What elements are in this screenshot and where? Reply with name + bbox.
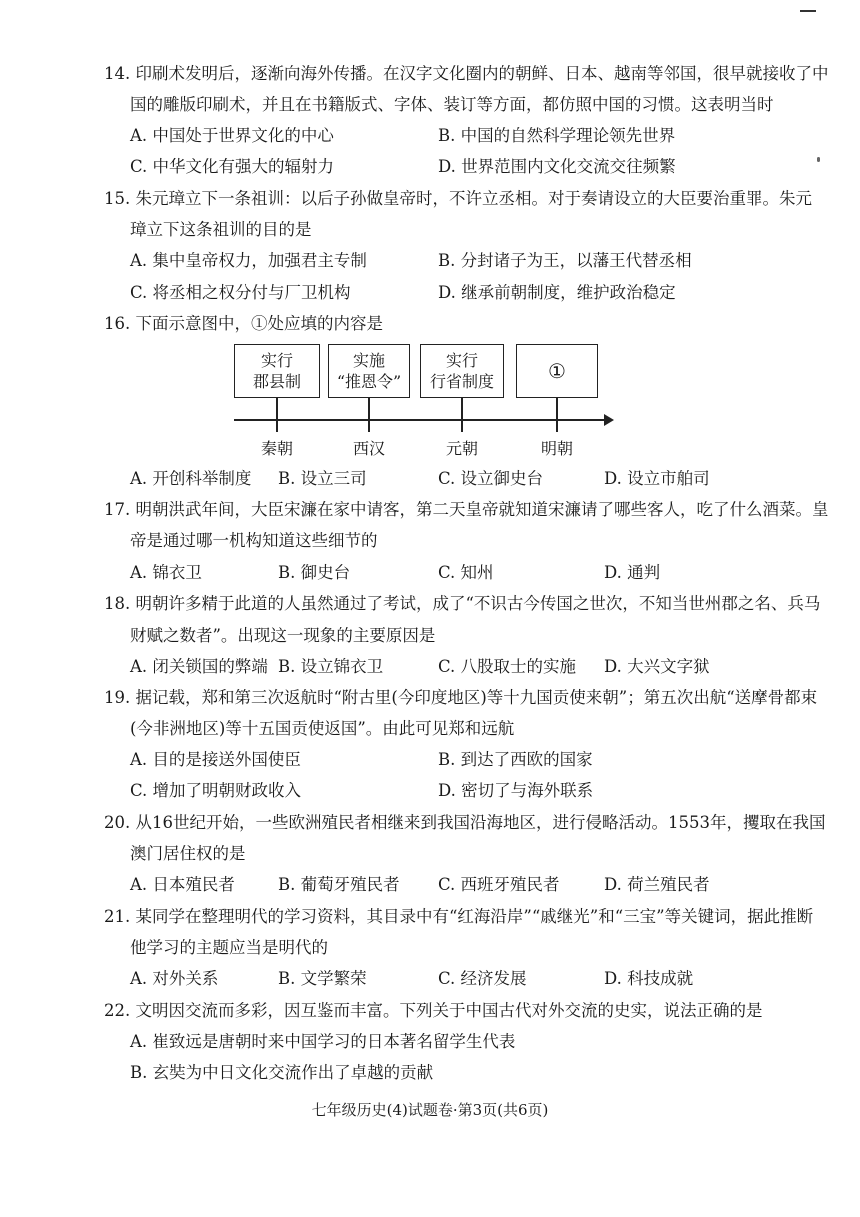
question-18-option-a[interactable]: A. 闭关锁国的弊端 (130, 657, 268, 676)
timeline-tick (556, 420, 558, 432)
question-16-option-c[interactable]: C. 设立御史台 (438, 469, 544, 488)
timeline-box-ming (516, 344, 598, 398)
question-20-line-2: 澳门居住权的是 (130, 844, 246, 863)
question-17-line-2: 帝是通过哪一机构知道这些细节的 (130, 531, 378, 550)
timeline-diagram (230, 344, 630, 464)
timeline-label-western-han: 西汉 (352, 439, 385, 458)
question-20-option-a[interactable]: A. 日本殖民者 (130, 875, 235, 894)
question-14-line-1: 14. 印刷术发明后，逐渐向海外传播。在汉字文化圈内的朝鲜、日本、越南等邻国，很早就接收了中 (104, 64, 829, 83)
timeline-box-text: 实施 (352, 351, 385, 370)
question-14-option-a[interactable]: A. 中国处于世界文化的中心 (130, 126, 334, 145)
timeline-box-yuan (420, 344, 504, 398)
question-20-line-1: 20. 从16世纪开始，一些欧洲殖民者相继来到我国沿海地区，进行侵略活动。1553年，攫取在我国 (104, 813, 826, 832)
question-16-option-a[interactable]: A. 开创科举制度 (130, 469, 252, 488)
question-20-option-b[interactable]: B. 葡萄牙殖民者 (278, 875, 400, 894)
blank-marker: ① (548, 358, 566, 383)
question-14-option-b[interactable]: B. 中国的自然科学理论领先世界 (438, 126, 676, 145)
timeline-axis (234, 419, 610, 421)
timeline-tick (461, 420, 463, 432)
timeline-box-text: 实行 (445, 351, 478, 370)
question-16-option-d[interactable]: D. 设立市舶司 (604, 469, 710, 488)
question-18-option-b[interactable]: B. 设立锦衣卫 (278, 657, 384, 676)
question-15-option-b[interactable]: B. 分封诸子为王，以藩王代替丞相 (438, 251, 692, 270)
timeline-tick (368, 420, 370, 432)
timeline-label-ming: 明朝 (540, 439, 573, 458)
question-19-option-c[interactable]: C. 增加了明朝财政收入 (130, 781, 302, 800)
question-16-line-1: 16. 下面示意图中，①处应填的内容是 (104, 314, 383, 333)
question-22-line-1: 22. 文明因交流而多彩，因互鉴而丰富。下列关于中国古代对外交流的史实，说法正确的是 (104, 1001, 763, 1020)
question-17-line-1: 17. 明朝洪武年间，大臣宋濂在家中请客，第二天皇帝就知道宋濂请了哪些客人，吃了什么酒菜。皇 (104, 500, 829, 519)
question-17-option-a[interactable]: A. 锦衣卫 (130, 563, 202, 582)
question-18-line-2: 财赋之数者”。出现这一现象的主要原因是 (130, 626, 436, 645)
question-20-option-c[interactable]: C. 西班牙殖民者 (438, 875, 560, 894)
connector-line (368, 398, 370, 419)
question-19-line-1: 19. 据记载，郑和第三次返航时“附古里(今印度地区)等十九国贡使来朝”；第五次出航“送摩骨都束 (104, 688, 818, 707)
question-15-option-c[interactable]: C. 将丞相之权分付与厂卫机构 (130, 283, 351, 302)
question-14-option-c[interactable]: C. 中华文化有强大的辐射力 (130, 157, 335, 176)
question-21-line-1: 21. 某同学在整理明代的学习资料，其目录中有“红海沿岸”“戚继光”和“三宝”等关键词，据此推断 (104, 907, 814, 926)
timeline-box-text: 行省制度 (429, 372, 494, 391)
page-footer: 七年级历史(4)试题卷·第3页(共6页) (311, 1101, 549, 1119)
question-17-option-c[interactable]: C. 知州 (438, 563, 494, 582)
question-19-option-a[interactable]: A. 目的是接送外国使臣 (130, 750, 301, 769)
question-18-option-c[interactable]: C. 八股取士的实施 (438, 657, 577, 676)
timeline-box-text: “推恩令” (336, 372, 402, 391)
question-19-line-2: (今非洲地区)等十五国贡使返国”。由此可见郑和远航 (130, 719, 515, 738)
question-17-option-d[interactable]: D. 通判 (604, 563, 661, 582)
question-22-option-b[interactable]: B. 玄奘为中日文化交流作出了卓越的贡献 (130, 1063, 434, 1082)
corner-mark (800, 10, 816, 12)
question-19-option-b[interactable]: B. 到达了西欧的国家 (438, 750, 593, 769)
question-22-option-a[interactable]: A. 崔致远是唐朝时来中国学习的日本著名留学生代表 (130, 1032, 516, 1051)
question-14-line-2: 国的雕版印刷术，并且在书籍版式、字体、装订等方面，都仿照中国的习惯。这表明当时 (130, 95, 774, 114)
scan-mark (817, 157, 820, 162)
connector-line (461, 398, 463, 419)
question-18-line-1: 18. 明朝许多精于此道的人虽然通过了考试，成了“不识古今传国之世次，不知当世州郡之名、兵马 (104, 594, 821, 613)
question-19-option-d[interactable]: D. 密切了与海外联系 (438, 781, 594, 800)
timeline-box-text: 实行 (260, 351, 293, 370)
timeline-label-qin: 秦朝 (260, 439, 293, 458)
question-21-option-c[interactable]: C. 经济发展 (438, 969, 527, 988)
question-21-option-a[interactable]: A. 对外关系 (130, 969, 219, 988)
timeline-label-yuan: 元朝 (445, 439, 478, 458)
timeline-tick (276, 420, 278, 432)
question-15-option-d[interactable]: D. 继承前朝制度，维护政治稳定 (438, 283, 676, 302)
question-16-option-b[interactable]: B. 设立三司 (278, 469, 367, 488)
question-18-option-d[interactable]: D. 大兴文字狱 (604, 657, 710, 676)
connector-line (556, 398, 558, 419)
timeline-box-text: 郡县制 (252, 372, 301, 391)
question-14-option-d[interactable]: D. 世界范围内文化交流交往频繁 (438, 157, 676, 176)
question-21-option-b[interactable]: B. 文学繁荣 (278, 969, 367, 988)
timeline-box-qin (234, 344, 320, 398)
connector-line (276, 398, 278, 419)
timeline-arrow-icon (604, 414, 614, 426)
question-20-option-d[interactable]: D. 荷兰殖民者 (604, 875, 710, 894)
timeline-box-western-han (328, 344, 410, 398)
question-21-option-d[interactable]: D. 科技成就 (604, 969, 694, 988)
question-15-line-1: 15. 朱元璋立下一条祖训：以后子孙做皇帝时，不许立丞相。对于奏请设立的大臣要治重罪。朱元 (104, 189, 812, 208)
question-21-line-2: 他学习的主题应当是明代的 (130, 938, 328, 957)
question-15-line-2: 璋立下这条祖训的目的是 (130, 220, 312, 239)
question-17-option-b[interactable]: B. 御史台 (278, 563, 351, 582)
question-15-option-a[interactable]: A. 集中皇帝权力，加强君主专制 (130, 251, 367, 270)
